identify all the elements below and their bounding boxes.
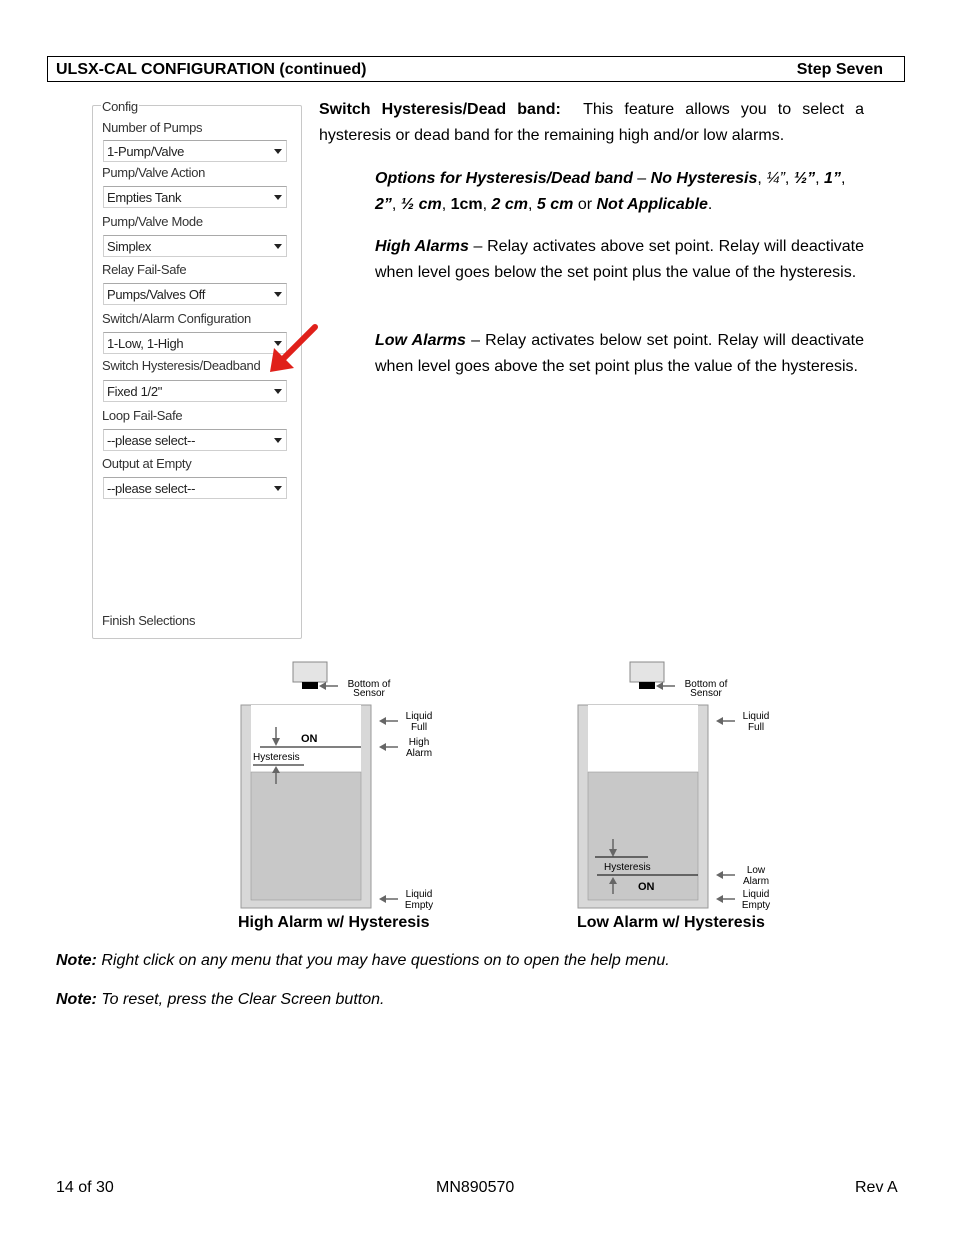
low-alarm-diagram xyxy=(573,658,783,914)
pump-valve-mode-select[interactable] xyxy=(103,235,287,257)
options-dash: – xyxy=(632,170,651,187)
config-legend: Config xyxy=(102,99,138,114)
note-label: Note: xyxy=(56,991,97,1008)
section-header xyxy=(47,56,905,82)
option-two-inch: 2” xyxy=(375,196,392,213)
low-liquid-empty-1: Liquid xyxy=(742,889,770,900)
number-of-pumps-value: 1-Pump/Valve xyxy=(107,144,185,159)
pump-valve-action-select[interactable] xyxy=(103,186,287,208)
options-lead: Options for Hysteresis/Dead band xyxy=(375,170,633,187)
option-five-cm: 5 cm xyxy=(536,196,574,213)
low-hysteresis-label: Hysteresis xyxy=(604,862,651,873)
low-alarm-caption: Low Alarm w/ Hysteresis xyxy=(577,914,765,931)
option-quarter-inch: ¼” xyxy=(766,170,785,187)
note-label: Note: xyxy=(56,952,97,969)
high-alarm-diagram xyxy=(236,658,446,914)
chevron-down-icon xyxy=(274,389,282,394)
switch-hysteresis-select[interactable] xyxy=(103,380,287,402)
pump-valve-mode-label: Pump/Valve Mode xyxy=(102,214,203,229)
pointer-arrow-icon xyxy=(268,322,320,374)
option-no-hysteresis: No Hysteresis xyxy=(650,170,758,187)
high-alarms-paragraph: High Alarms – Relay activates above set point. Relay will deactivate when level goes below the set point plus the value of the hysteresis. xyxy=(375,238,864,281)
chevron-down-icon xyxy=(274,438,282,443)
chevron-down-icon xyxy=(274,195,282,200)
relay-fail-safe-select[interactable] xyxy=(103,283,287,305)
low-sensor-label-1: Bottom of xyxy=(684,679,728,690)
output-at-empty-select[interactable] xyxy=(103,477,287,499)
step-label: Step Seven xyxy=(796,61,883,78)
pump-valve-action-label: Pump/Valve Action xyxy=(102,165,206,180)
note-help-menu xyxy=(56,952,670,970)
intro-text: This feature allows you to select a hysteresis or dead band for the remaining high and/or low alarms. xyxy=(319,101,865,144)
pump-valve-mode-value: Simplex xyxy=(107,239,152,254)
revision: Rev A xyxy=(855,1179,898,1196)
high-alarms-text: Relay activates above set point. Relay will deactivate when level goes below the set point plus the value of the hysteresis. xyxy=(375,238,864,281)
high-liquid-empty-2: Empty xyxy=(404,900,434,911)
pump-valve-action-value: Empties Tank xyxy=(107,190,182,205)
loop-fail-safe-value: --please select-- xyxy=(107,433,196,448)
high-alarms-title: High Alarms xyxy=(375,238,469,255)
high-sensor-label-2: Sensor xyxy=(353,688,385,699)
high-liquid-full-1: Liquid xyxy=(405,711,433,722)
switch-alarm-config-select[interactable] xyxy=(103,332,287,354)
page-number: 14 of 30 xyxy=(56,1179,114,1196)
low-liquid-empty-2: Empty xyxy=(741,900,771,911)
option-not-applicable: Not Applicable xyxy=(596,196,708,213)
note-reset xyxy=(56,991,384,1009)
low-alarms-paragraph: Low Alarms – Relay activates below set point. Relay will deactivate when level goes above the set point plus the value of the hysteresis. xyxy=(375,332,865,375)
low-sensor-label-2: Sensor xyxy=(690,688,722,699)
chevron-down-icon xyxy=(274,149,282,154)
high-alarm-caption: High Alarm w/ Hysteresis xyxy=(238,914,430,931)
high-sensor-label-1: Bottom of xyxy=(347,679,391,690)
loop-fail-safe-select[interactable] xyxy=(103,429,287,451)
finish-selections-link[interactable]: Finish Selections xyxy=(102,613,196,628)
note-text: To reset, press the Clear Screen button. xyxy=(101,991,385,1008)
note-text: Right click on any menu that you may have questions on to open the help menu. xyxy=(101,952,670,969)
number-of-pumps-label: Number of Pumps xyxy=(102,120,203,135)
high-liquid-full-2: Full xyxy=(410,722,428,733)
option-half-inch: ½” xyxy=(793,170,816,187)
switch-alarm-config-value: 1-Low, 1-High xyxy=(107,336,184,351)
relay-fail-safe-label: Relay Fail-Safe xyxy=(102,262,187,277)
low-liquid-full-2: Full xyxy=(747,722,765,733)
section-title: ULSX-CAL CONFIGURATION (continued) xyxy=(56,61,367,78)
intro-paragraph xyxy=(319,97,864,149)
chevron-down-icon xyxy=(274,486,282,491)
document-number: MN890570 xyxy=(436,1179,515,1196)
high-on-label: ON xyxy=(301,733,318,745)
output-at-empty-label: Output at Empty xyxy=(102,456,192,471)
option-one-inch: 1” xyxy=(824,170,841,187)
loop-fail-safe-label: Loop Fail-Safe xyxy=(102,408,183,423)
output-at-empty-value: --please select-- xyxy=(107,481,196,496)
low-alarm-label-1: Low xyxy=(746,865,766,876)
options-paragraph: Options for Hysteresis/Dead band – No Hysteresis, ¼”, ½”, 1”, 2”, ½ cm, 1cm, 2 cm, 5 cm or Not Applicable. xyxy=(375,170,846,213)
high-hysteresis-label: Hysteresis xyxy=(253,752,300,763)
option-half-cm: ½ cm xyxy=(400,196,442,213)
high-liquid-empty-1: Liquid xyxy=(405,889,433,900)
low-alarm-label-2: Alarm xyxy=(742,876,770,887)
switch-hysteresis-value: Fixed 1/2" xyxy=(107,384,163,399)
intro-title: Switch Hysteresis/Dead band: xyxy=(319,101,561,118)
low-on-label: ON xyxy=(638,881,655,893)
chevron-down-icon xyxy=(274,292,282,297)
option-one-cm: 1cm xyxy=(450,196,483,213)
high-alarm-label-2: Alarm xyxy=(405,748,433,759)
option-two-cm: 2 cm xyxy=(491,196,528,213)
number-of-pumps-select[interactable] xyxy=(103,140,287,162)
switch-alarm-config-label: Switch/Alarm Configuration xyxy=(102,311,251,326)
low-alarms-title: Low Alarms xyxy=(375,332,466,349)
high-alarm-label-1: High xyxy=(408,737,430,748)
chevron-down-icon xyxy=(274,244,282,249)
switch-hysteresis-label: Switch Hysteresis/Deadband xyxy=(102,358,261,373)
low-alarms-text: Relay activates below set point. Relay will deactivate when level goes above the set point plus the value of the hysteresis. xyxy=(375,332,865,375)
relay-fail-safe-value: Pumps/Valves Off xyxy=(107,287,206,302)
low-liquid-full-1: Liquid xyxy=(742,711,770,722)
options-or: or xyxy=(577,196,593,213)
